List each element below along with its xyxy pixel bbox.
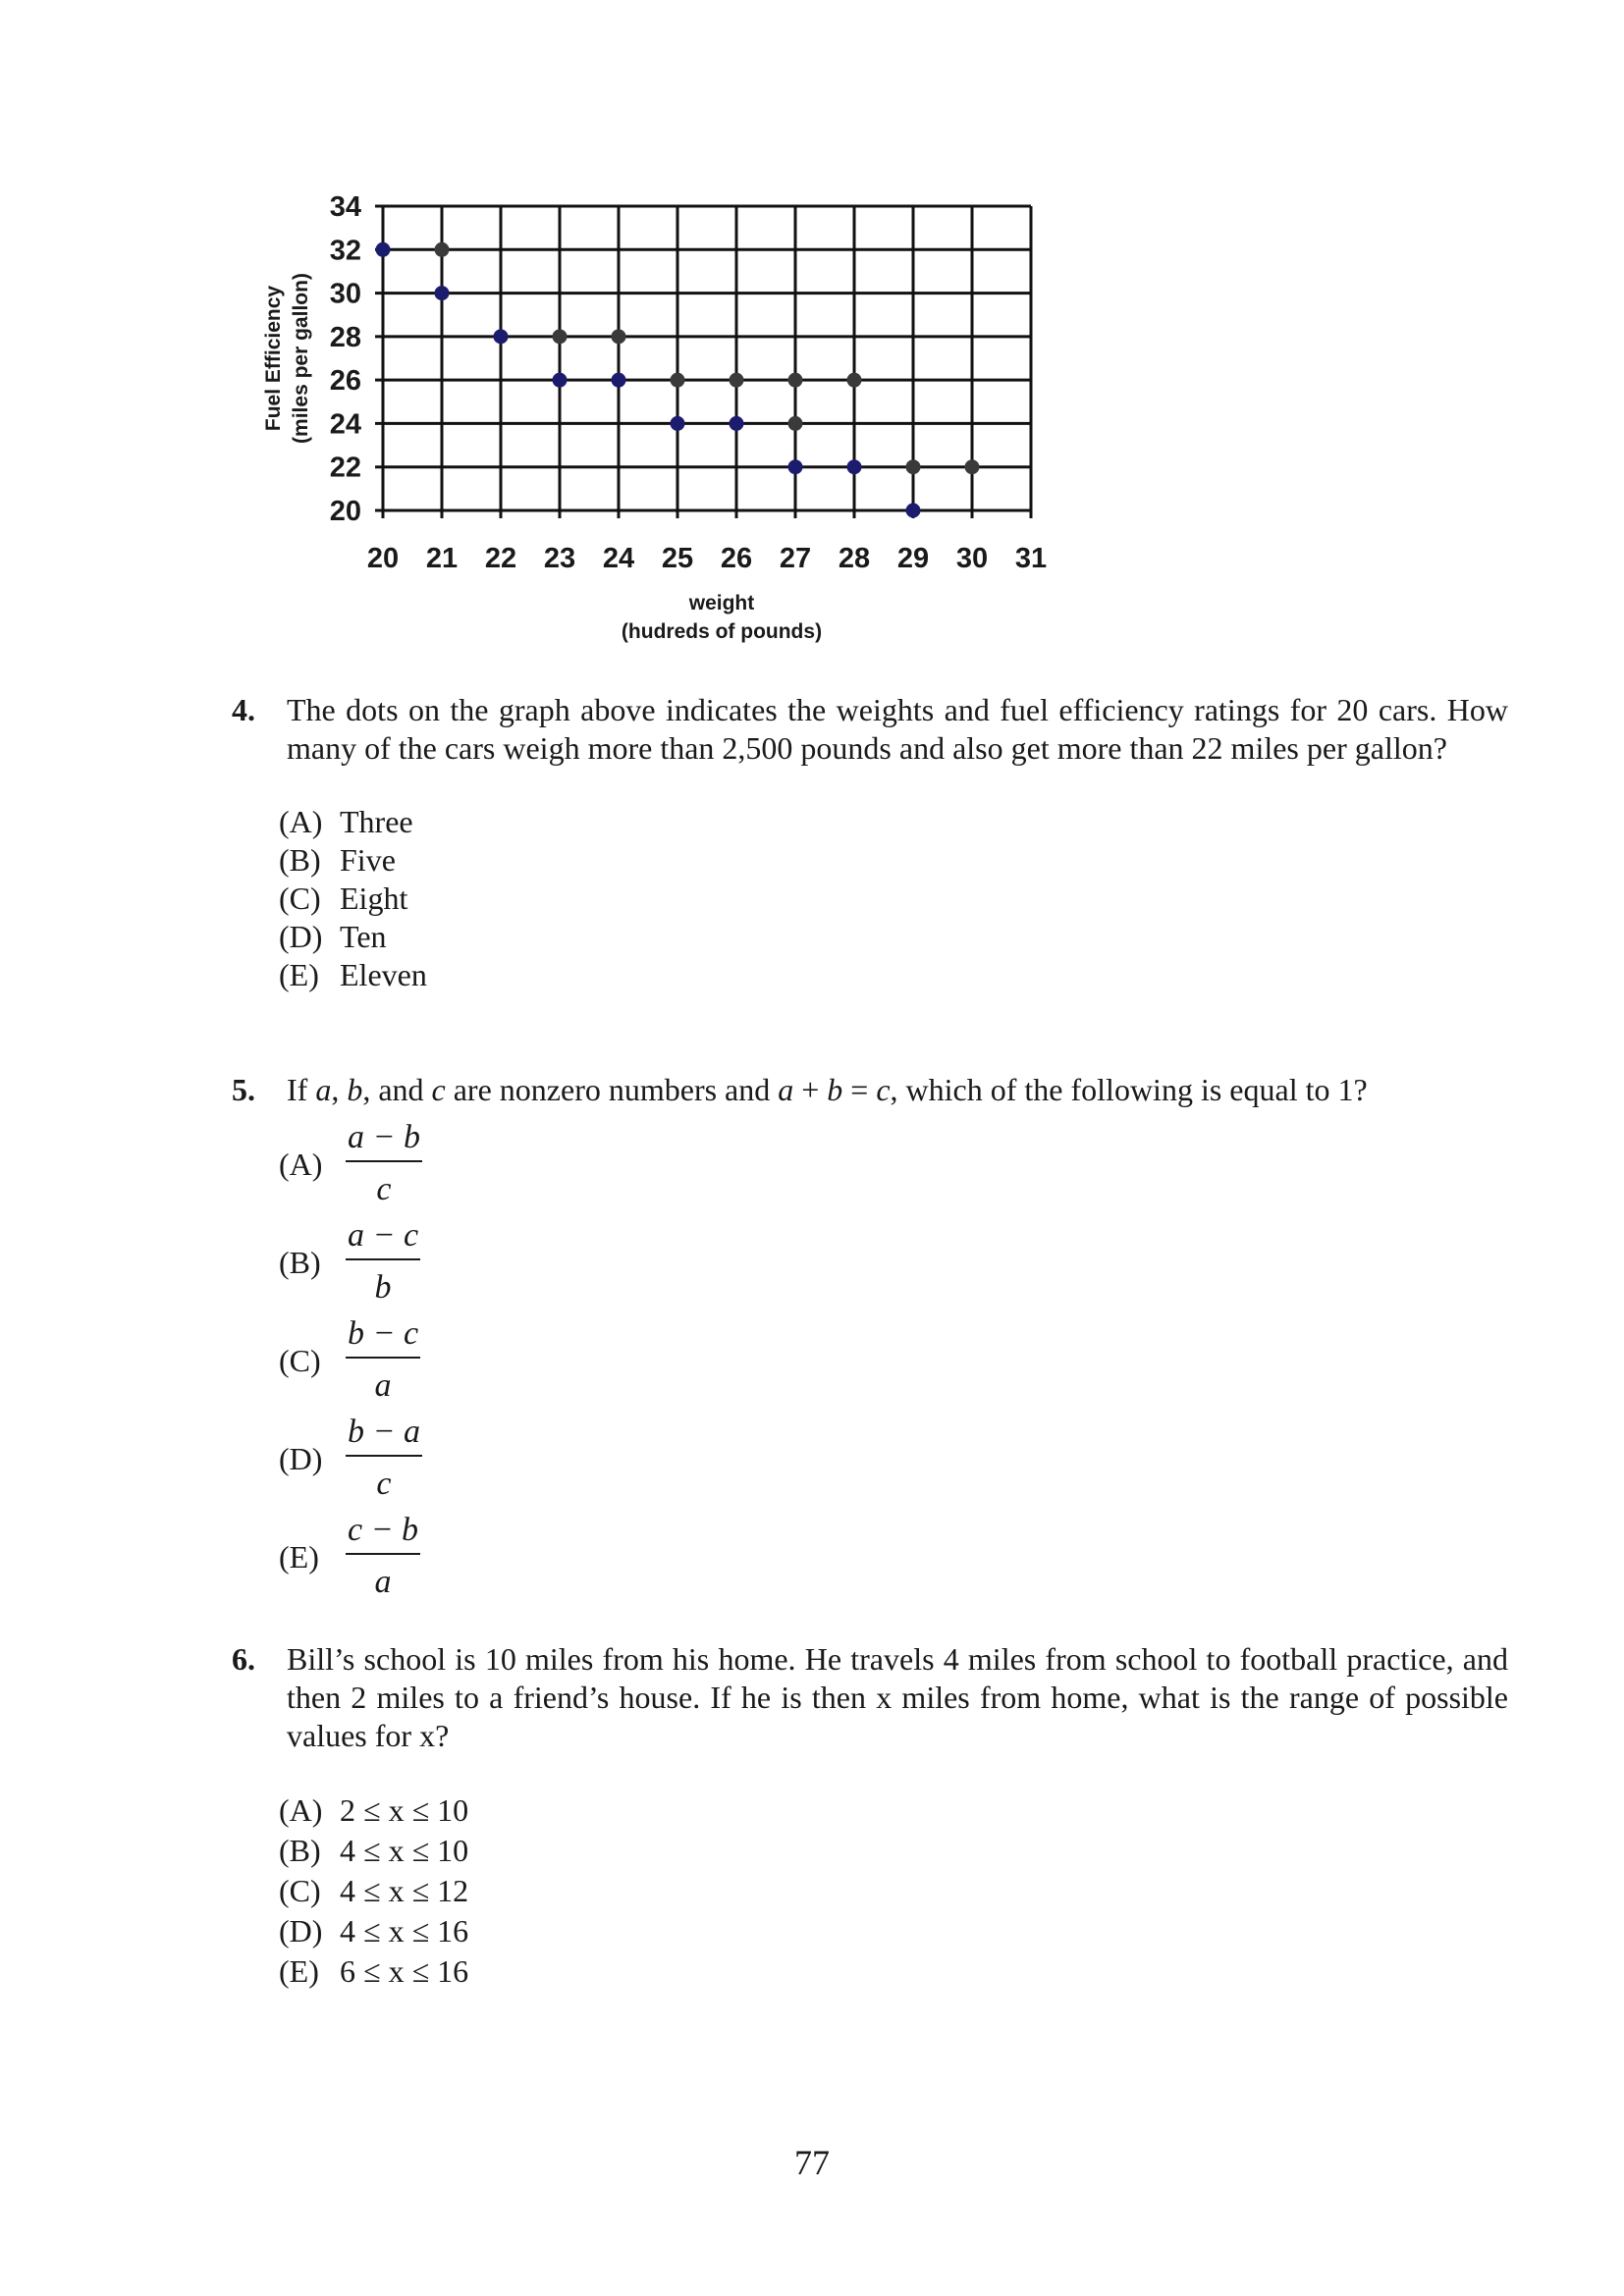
option-6c: (C) 4 ≤ x ≤ 12 [279, 1873, 469, 1908]
scatter-chart [0, 0, 1624, 687]
data-point [553, 373, 568, 388]
data-point [671, 416, 685, 431]
y-tick-label: 32 [329, 235, 361, 267]
data-point [730, 373, 744, 388]
y-axis-label-line1: Fuel Efficiency [262, 285, 285, 432]
question-4 [232, 691, 1508, 994]
y-tick-label: 20 [329, 496, 361, 527]
y-tick-label: 34 [329, 191, 361, 223]
question-5-text: If a, b, and c are nonzero numbers and a + b = c, which of the following is equal to 1? [287, 1072, 1368, 1107]
data-point [847, 459, 862, 474]
x-tick-label: 27 [779, 543, 812, 574]
fraction-5a: $\frac{a - b}{c}$ [348, 1119, 420, 1207]
x-tick-label: 20 [366, 543, 400, 574]
option-4e: (E) Eleven [279, 957, 427, 992]
x-tick-label: 24 [602, 543, 635, 574]
y-tick-label: 22 [329, 452, 361, 484]
option-5a: (A) $\frac{a - b}{c}$ [279, 1119, 420, 1207]
question-4-options [279, 803, 1508, 994]
question-6-number: 6. [232, 1641, 255, 1677]
option-5c: (C) $\frac{b - c}{a}$ [279, 1315, 419, 1404]
option-4c: (C) Eight [279, 881, 408, 916]
option-5d: (D) $\frac{b - a}{c}$ [279, 1414, 420, 1502]
question-5-number: 5. [232, 1072, 255, 1107]
data-point [494, 329, 509, 344]
x-tick-label: 29 [896, 543, 930, 574]
data-point [671, 373, 685, 388]
question-6-text: Bill’s school is 10 miles from his home. He travels 4 miles from school to football practice, and then 2 miles to a friend’s house. If he is then x miles from home, what is the range of possible values for x? [287, 1641, 1508, 1753]
data-point [376, 242, 391, 257]
page-number: 77 [794, 2143, 830, 2182]
y-tick-label: 28 [329, 321, 361, 353]
question-4-text: The dots on the graph above indicates the weights and fuel efficiency ratings for 20 cars. How many of the cars weigh more than 2,500 pounds and also get more than 22 miles per gallon? [287, 692, 1508, 766]
x-tick-label: 30 [955, 543, 989, 574]
data-point [906, 459, 921, 474]
option-5e: (E) $\frac{c - b}{a}$ [279, 1512, 419, 1600]
question-5-options [279, 1115, 1508, 1606]
fraction-5c: $\frac{b - c}{a}$ [348, 1315, 419, 1404]
data-point [612, 373, 626, 388]
x-tick-label: 23 [543, 543, 576, 574]
data-point [965, 459, 980, 474]
x-axis-label-line2: (hudreds of pounds) [621, 620, 823, 643]
y-axis-label-line2: (miles per gallon) [290, 273, 312, 444]
question-6-options [279, 1790, 1508, 1992]
option-6a: (A) 2 ≤ x ≤ 10 [279, 1792, 469, 1828]
x-tick-label: 22 [484, 543, 517, 574]
option-4d: (D) Ten [279, 919, 387, 954]
x-tick-label: 28 [838, 543, 871, 574]
data-point [435, 242, 450, 257]
data-point [730, 416, 744, 431]
question-4-number: 4. [232, 692, 255, 727]
fraction-5e: $\frac{c - b}{a}$ [348, 1512, 419, 1600]
data-point [847, 373, 862, 388]
question-5 [232, 1071, 1508, 1606]
y-tick-label: 26 [329, 365, 361, 398]
data-point [435, 286, 450, 300]
fraction-5d: $\frac{b - a}{c}$ [348, 1414, 420, 1502]
data-point [788, 416, 803, 431]
data-point [612, 329, 626, 344]
x-tick-label: 31 [1014, 543, 1048, 574]
data-point [553, 329, 568, 344]
y-tick-labels [330, 191, 361, 527]
option-4a: (A) Three [279, 804, 413, 839]
y-tick-label: 30 [329, 278, 361, 310]
option-6d: (D) 4 ≤ x ≤ 16 [279, 1913, 469, 1949]
option-4b: (B) Five [279, 842, 396, 878]
x-tick-label: 26 [720, 543, 753, 574]
x-tick-labels [367, 543, 1047, 574]
x-tick-label: 21 [425, 543, 459, 574]
x-axis-label-line1: weight [688, 592, 755, 614]
option-5b: (B) $\frac{a - c}{b}$ [279, 1217, 419, 1306]
option-6e: (E) 6 ≤ x ≤ 16 [279, 1953, 469, 1989]
data-point [788, 373, 803, 388]
data-point [906, 504, 921, 518]
option-6b: (B) 4 ≤ x ≤ 10 [279, 1833, 469, 1868]
y-tick-label: 24 [329, 408, 361, 441]
fraction-5b: $\frac{a - c}{b}$ [348, 1217, 419, 1306]
x-tick-label: 25 [661, 543, 694, 574]
data-point [788, 459, 803, 474]
question-6 [232, 1640, 1508, 1992]
chart-grid [375, 206, 1031, 518]
